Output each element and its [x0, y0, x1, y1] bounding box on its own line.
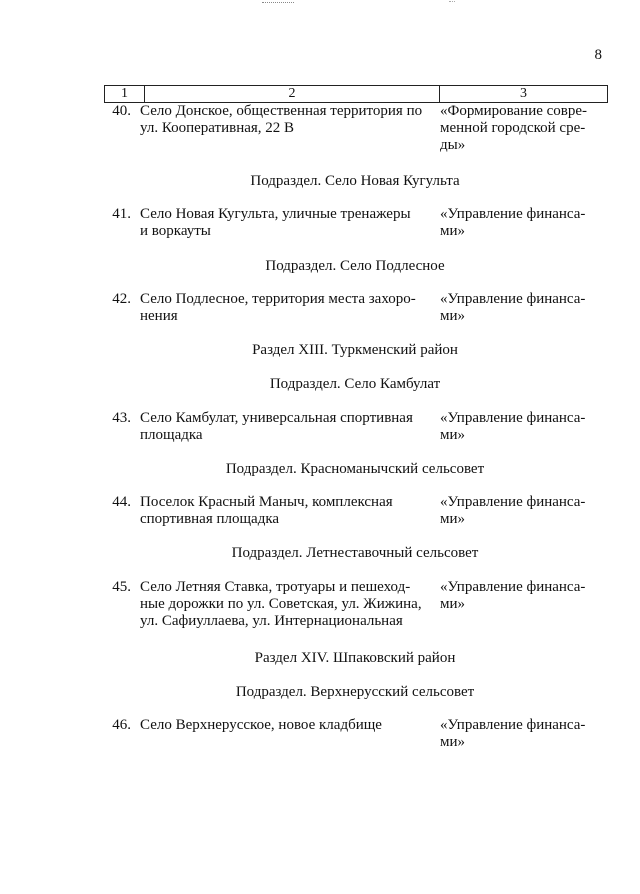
section-heading: Подраздел. Верхнерусский сельсовет [235, 684, 475, 700]
row-number: 43. [112, 410, 131, 426]
program-name-line: «Управление финанса- [440, 494, 586, 510]
section-heading: Подраздел. Красноманычский сельсовет [225, 461, 485, 477]
program-name-line: «Формирование совре- [440, 103, 588, 119]
program-name-line: «Управление финанса- [440, 410, 586, 426]
row-number: 41. [112, 206, 131, 222]
program-name-line: «Управление финанса- [440, 579, 586, 595]
program-name [430, 717, 606, 751]
table-row [104, 410, 606, 444]
object-name-line: Село Донское, общественная территория по [140, 103, 423, 119]
scan-artifact-top [262, 2, 294, 5]
object-name [140, 410, 430, 444]
program-name-line: «Управление финанса- [440, 206, 586, 222]
section-heading: Подраздел. Село Камбулат [269, 376, 441, 392]
object-name [140, 206, 430, 240]
object-name-line: ул. Сафиуллаева, ул. Интернациональная [140, 613, 403, 629]
program-name [430, 291, 606, 325]
program-name [430, 579, 606, 630]
program-name-line: ми» [440, 734, 466, 750]
row-number: 45. [112, 579, 131, 595]
table-row [104, 717, 606, 751]
table-header [104, 85, 608, 103]
table-row [104, 206, 606, 240]
object-name [140, 291, 430, 325]
table-row [104, 579, 606, 630]
program-name-line: ми» [440, 223, 466, 239]
section-heading: Подраздел. Село Подлесное [265, 258, 445, 274]
program-name-line: ми» [440, 308, 466, 324]
scan-artifact-top-right [449, 1, 455, 4]
object-name-line: Село Верхнерусское, новое кладбище [140, 717, 382, 733]
program-name-line: «Управление финанса- [440, 717, 586, 733]
program-name-line: ми» [440, 427, 466, 443]
object-name-line: нения [140, 308, 178, 324]
program-name-line: ды» [440, 137, 466, 153]
object-name-line: площадка [140, 427, 203, 443]
table-row [104, 291, 606, 325]
program-name-line: ми» [440, 596, 466, 612]
object-name-line: Поселок Красный Маныч, комплексная [140, 494, 393, 510]
program-name-line: менной городской сре- [440, 120, 586, 136]
program-name [430, 494, 606, 528]
section-heading: Подраздел. Летнеставочный сельсовет [231, 545, 479, 561]
column-header-2: 2 [145, 86, 440, 102]
program-name-line: ми» [440, 511, 466, 527]
object-name-line: Село Камбулат, универсальная спортивная [140, 410, 413, 426]
object-name [140, 103, 430, 154]
column-header-1: 1 [105, 86, 145, 102]
object-name-line: Село Подлесное, территория места захоро- [140, 291, 416, 307]
object-name-line: и воркауты [140, 223, 211, 239]
program-name [430, 410, 606, 444]
column-header-3: 3 [520, 86, 527, 101]
program-name-line: «Управление финанса- [440, 291, 586, 307]
section-heading: Раздел XIV. Шпаковский район [254, 650, 456, 666]
object-name-line: спортивная площадка [140, 511, 280, 527]
section-heading: Раздел XIII. Туркменский район [252, 342, 458, 358]
object-name [140, 494, 430, 528]
table-row [104, 494, 606, 528]
object-name-line: ул. Кооперативная, 22 В [140, 120, 295, 136]
row-number: 40. [112, 103, 131, 119]
row-number: 44. [112, 494, 131, 510]
table-row [104, 103, 606, 154]
row-number: 42. [112, 291, 131, 307]
section-heading: Подраздел. Село Новая Кугульта [250, 173, 460, 189]
row-number: 46. [112, 717, 131, 733]
object-name-line: ные дорожки по ул. Советская, ул. Жижина, [140, 596, 422, 612]
program-name [430, 103, 606, 154]
program-name [430, 206, 606, 240]
object-name-line: Село Новая Кугульта, уличные тренажеры [140, 206, 411, 222]
object-name [140, 579, 430, 630]
object-name-line: Село Летняя Ставка, тротуары и пешеход- [140, 579, 411, 595]
object-name [140, 717, 430, 751]
page-number: 8 [594, 47, 602, 63]
